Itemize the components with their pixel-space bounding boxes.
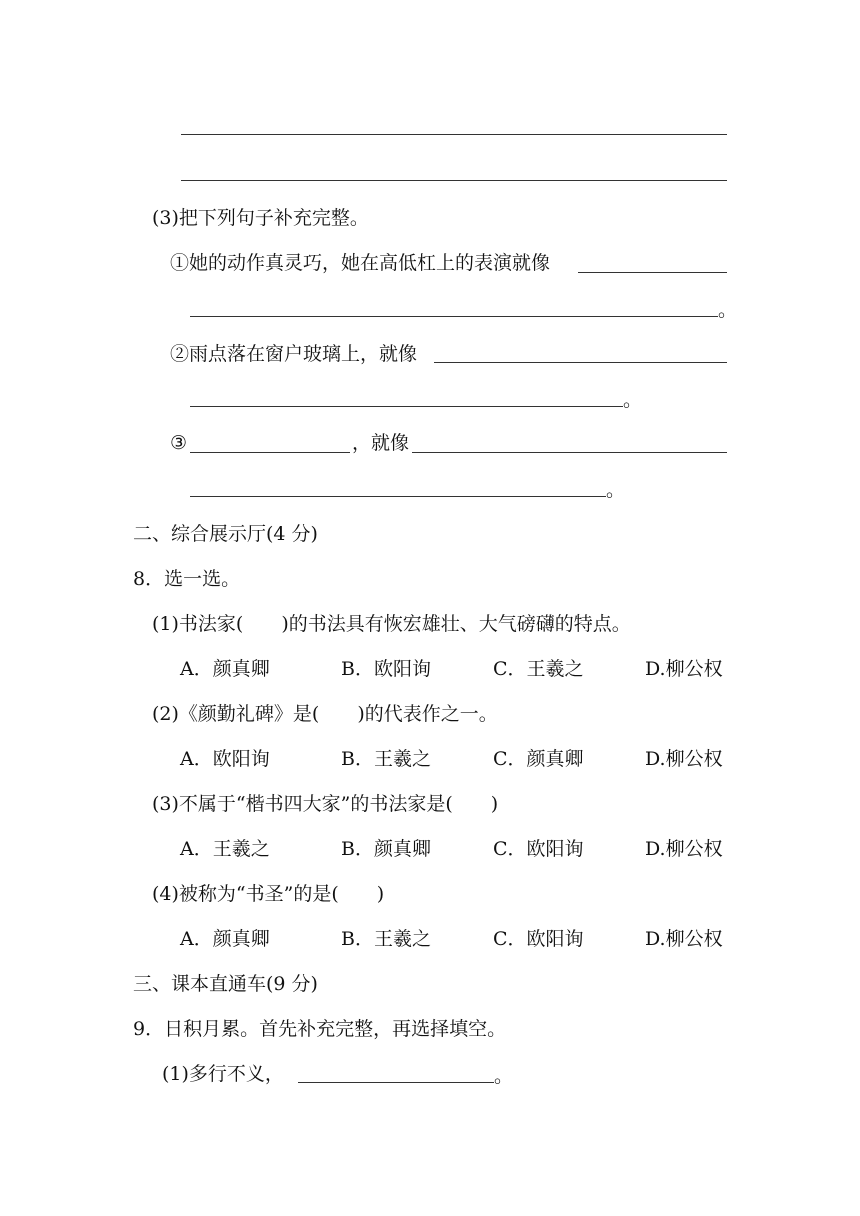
q9-title: 9．日积月累。首先补充完整，再选择填空。 bbox=[133, 1018, 507, 1040]
q3-sentence-1-prefix: ①她的动作真灵巧，她在高低杠上的表演就像 bbox=[170, 252, 551, 274]
q3-sentence-3-mid: ，就像 bbox=[352, 432, 410, 454]
q3-sentence-1-blank-a[interactable] bbox=[578, 272, 727, 273]
q3-sentence-2-blank-a[interactable] bbox=[434, 362, 727, 363]
q8-item-2-option-c[interactable]: C．颜真卿 bbox=[493, 748, 584, 770]
q8-item-1-stem: (1)书法家( )的书法具有恢宏雄壮、大气磅礴的特点。 bbox=[152, 613, 631, 635]
q3-sentence-3-prefix: ③ bbox=[170, 432, 188, 454]
q8-item-2-option-b[interactable]: B．王羲之 bbox=[341, 748, 431, 770]
q8-item-2-stem: (2)《颜勤礼碑》是( )的代表作之一。 bbox=[152, 703, 498, 725]
q9-item-1-end: 。 bbox=[494, 1065, 514, 1087]
q8-item-3-option-d[interactable]: D.柳公权 bbox=[645, 838, 723, 860]
q8-item-4-option-b[interactable]: B．王羲之 bbox=[341, 928, 431, 950]
q8-title: 8．选一选。 bbox=[133, 568, 241, 590]
q3-sentence-3-blank-b[interactable] bbox=[412, 452, 727, 453]
q3-sentence-1-blank-b[interactable] bbox=[190, 316, 718, 317]
q8-item-2-option-a[interactable]: A．欧阳询 bbox=[180, 748, 270, 770]
q8-item-1-option-b[interactable]: B．欧阳询 bbox=[341, 658, 431, 680]
q3-sentence-2-prefix: ②雨点落在窗户玻璃上，就像 bbox=[170, 343, 418, 365]
q8-item-4-option-c[interactable]: C．欧阳询 bbox=[493, 928, 584, 950]
answer-line-2[interactable] bbox=[181, 180, 727, 181]
q8-item-4-option-d[interactable]: D.柳公权 bbox=[645, 928, 723, 950]
q8-item-4-option-a[interactable]: A．颜真卿 bbox=[180, 928, 270, 950]
section-3-heading: 三、课本直通车(9 分) bbox=[133, 973, 318, 995]
section-2-heading: 二、综合展示厅(4 分) bbox=[133, 523, 318, 545]
q8-item-3-option-a[interactable]: A．王羲之 bbox=[180, 838, 270, 860]
q3-sentence-3-blank-a[interactable] bbox=[190, 452, 350, 453]
q8-item-4-stem: (4)被称为“书圣”的是( ) bbox=[152, 883, 385, 905]
q8-item-3-option-b[interactable]: B．颜真卿 bbox=[341, 838, 431, 860]
q3-sentence-1-end: 。 bbox=[718, 299, 738, 321]
q8-item-1-option-c[interactable]: C．王羲之 bbox=[493, 658, 584, 680]
q8-item-2-option-d[interactable]: D.柳公权 bbox=[645, 748, 723, 770]
q8-item-1-option-a[interactable]: A．颜真卿 bbox=[180, 658, 270, 680]
q9-item-1-prefix: (1)多行不义， bbox=[162, 1063, 284, 1085]
q3-sentence-3-end: 。 bbox=[606, 479, 626, 501]
q3-title: (3)把下列句子补充完整。 bbox=[152, 207, 369, 229]
answer-line-1[interactable] bbox=[181, 134, 727, 135]
q8-item-3-stem: (3)不属于“楷书四大家”的书法家是( ) bbox=[152, 793, 499, 815]
q8-item-1-option-d[interactable]: D.柳公权 bbox=[645, 658, 723, 680]
q8-item-3-option-c[interactable]: C．欧阳询 bbox=[493, 838, 584, 860]
q3-sentence-2-end: 。 bbox=[623, 389, 643, 411]
q3-sentence-3-blank-c[interactable] bbox=[190, 496, 606, 497]
q9-item-1-blank[interactable] bbox=[298, 1082, 494, 1083]
q3-sentence-2-blank-b[interactable] bbox=[190, 406, 623, 407]
